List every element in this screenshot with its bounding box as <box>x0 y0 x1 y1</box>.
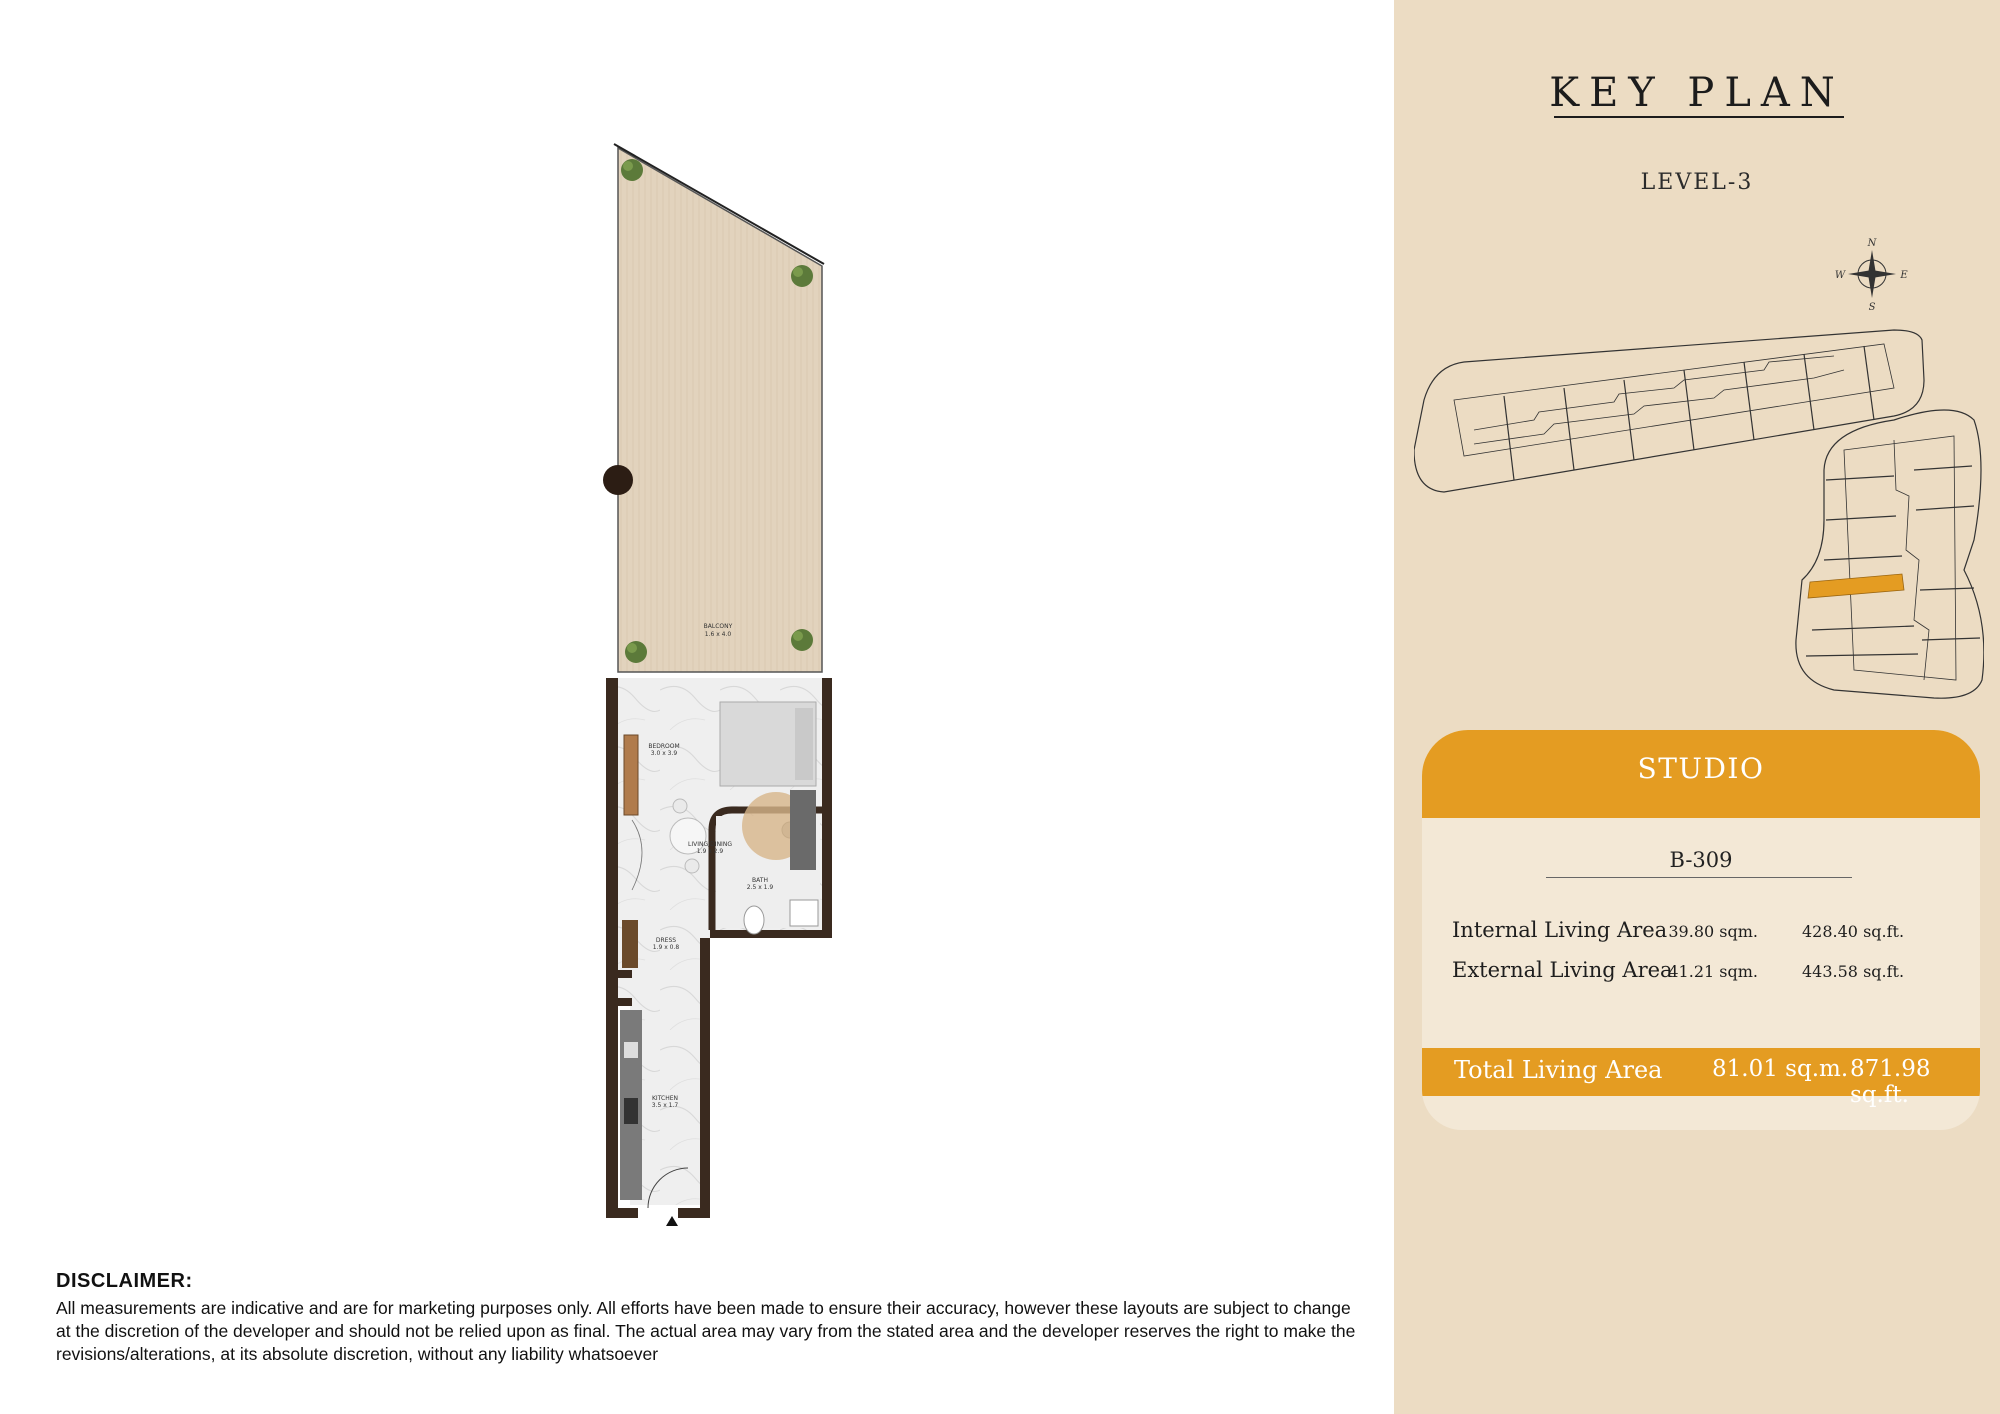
external-area-row <box>1422 958 1980 988</box>
compass-icon <box>1834 236 1910 312</box>
internal-area-row <box>1422 918 1980 948</box>
cooktop-icon <box>624 1098 638 1124</box>
building-a <box>1414 330 1924 492</box>
key-plan-panel <box>1394 0 2000 1414</box>
dress-label: DRESS <box>655 937 677 944</box>
toilet-icon <box>744 906 764 934</box>
level-label: LEVEL-3 <box>1640 170 1754 195</box>
planter <box>625 641 647 663</box>
title-underline <box>1554 116 1844 118</box>
planter <box>791 629 813 651</box>
floor-plan-drawing <box>540 130 870 1230</box>
unit-type: STUDIO <box>1637 752 1765 785</box>
planter <box>791 265 813 287</box>
total-area-sqft: 871.98 sq.ft. <box>1850 1056 1931 1108</box>
floor-plan <box>540 130 870 1234</box>
total-area-sqm: 81.01 sq.m. <box>1712 1056 1849 1082</box>
unit-number: B-309 <box>1669 848 1733 872</box>
disclaimer <box>56 1270 1356 1366</box>
area-sqft: 428.40 sq.ft. <box>1802 922 1905 941</box>
balcony-label: BALCONY <box>703 623 733 630</box>
unit-info-card <box>1422 730 1980 1130</box>
wardrobe <box>624 735 638 815</box>
planter <box>621 159 643 181</box>
sink-icon <box>790 900 818 926</box>
bath-size: 2.5 x 1.9 <box>746 884 774 891</box>
bedroom-size: 3.0 x 3.9 <box>650 750 678 757</box>
area-sqm: 41.21 sqm. <box>1668 962 1758 981</box>
balcony <box>603 144 824 672</box>
compass-n: N <box>1867 238 1877 249</box>
highlighted-unit <box>1808 574 1904 598</box>
bath-label: BATH <box>752 877 768 884</box>
area-sqft: 443.58 sq.ft. <box>1802 962 1905 981</box>
total-area-bar <box>1422 1048 1980 1108</box>
dress-size: 1.9 x 0.8 <box>652 944 680 951</box>
total-area-label: Total Living Area <box>1454 1056 1663 1084</box>
compass-w: W <box>1834 270 1846 281</box>
kitchen-sink-icon <box>624 1042 638 1058</box>
unit-divider <box>1546 877 1852 878</box>
balcony-size: 1.6 x 4.0 <box>704 631 732 638</box>
living-size: 1.9 x 2.9 <box>696 848 724 855</box>
living-label: LIVING/DINING <box>688 841 732 848</box>
site-plan <box>1414 320 1984 710</box>
column <box>603 465 633 495</box>
area-label: Internal Living Area <box>1452 918 1668 942</box>
compass-s: S <box>1868 302 1876 312</box>
compass-e: E <box>1900 270 1908 281</box>
area-sqm: 39.80 sqm. <box>1668 922 1758 941</box>
sofa <box>790 790 816 870</box>
building-b <box>1796 410 1984 698</box>
area-label: External Living Area <box>1452 958 1673 982</box>
disclaimer-title: DISCLAIMER: <box>56 1270 193 1292</box>
key-plan-title: KEY PLAN <box>1549 70 1845 116</box>
kitchen-label: KITCHEN <box>652 1095 678 1102</box>
unit-type-header <box>1422 730 1980 818</box>
pillows <box>795 708 813 780</box>
entry-arrow-icon <box>666 1216 678 1226</box>
disclaimer-text: All measurements are indicative and are for marketing purposes only. All efforts have been made to ensure their accuracy, however these layouts are subject to change at the discretion of the developer and should not be relied upon as final. The actual area may vary from the stated area and the developer reserves the right to make the revisions/alterations, at its absolute discretion, without any liability whatsoever <box>56 1298 1356 1364</box>
bedroom-label: BEDROOM <box>648 743 680 750</box>
kitchen-size: 3.5 x 1.7 <box>651 1102 679 1109</box>
dress-rack <box>622 920 638 968</box>
